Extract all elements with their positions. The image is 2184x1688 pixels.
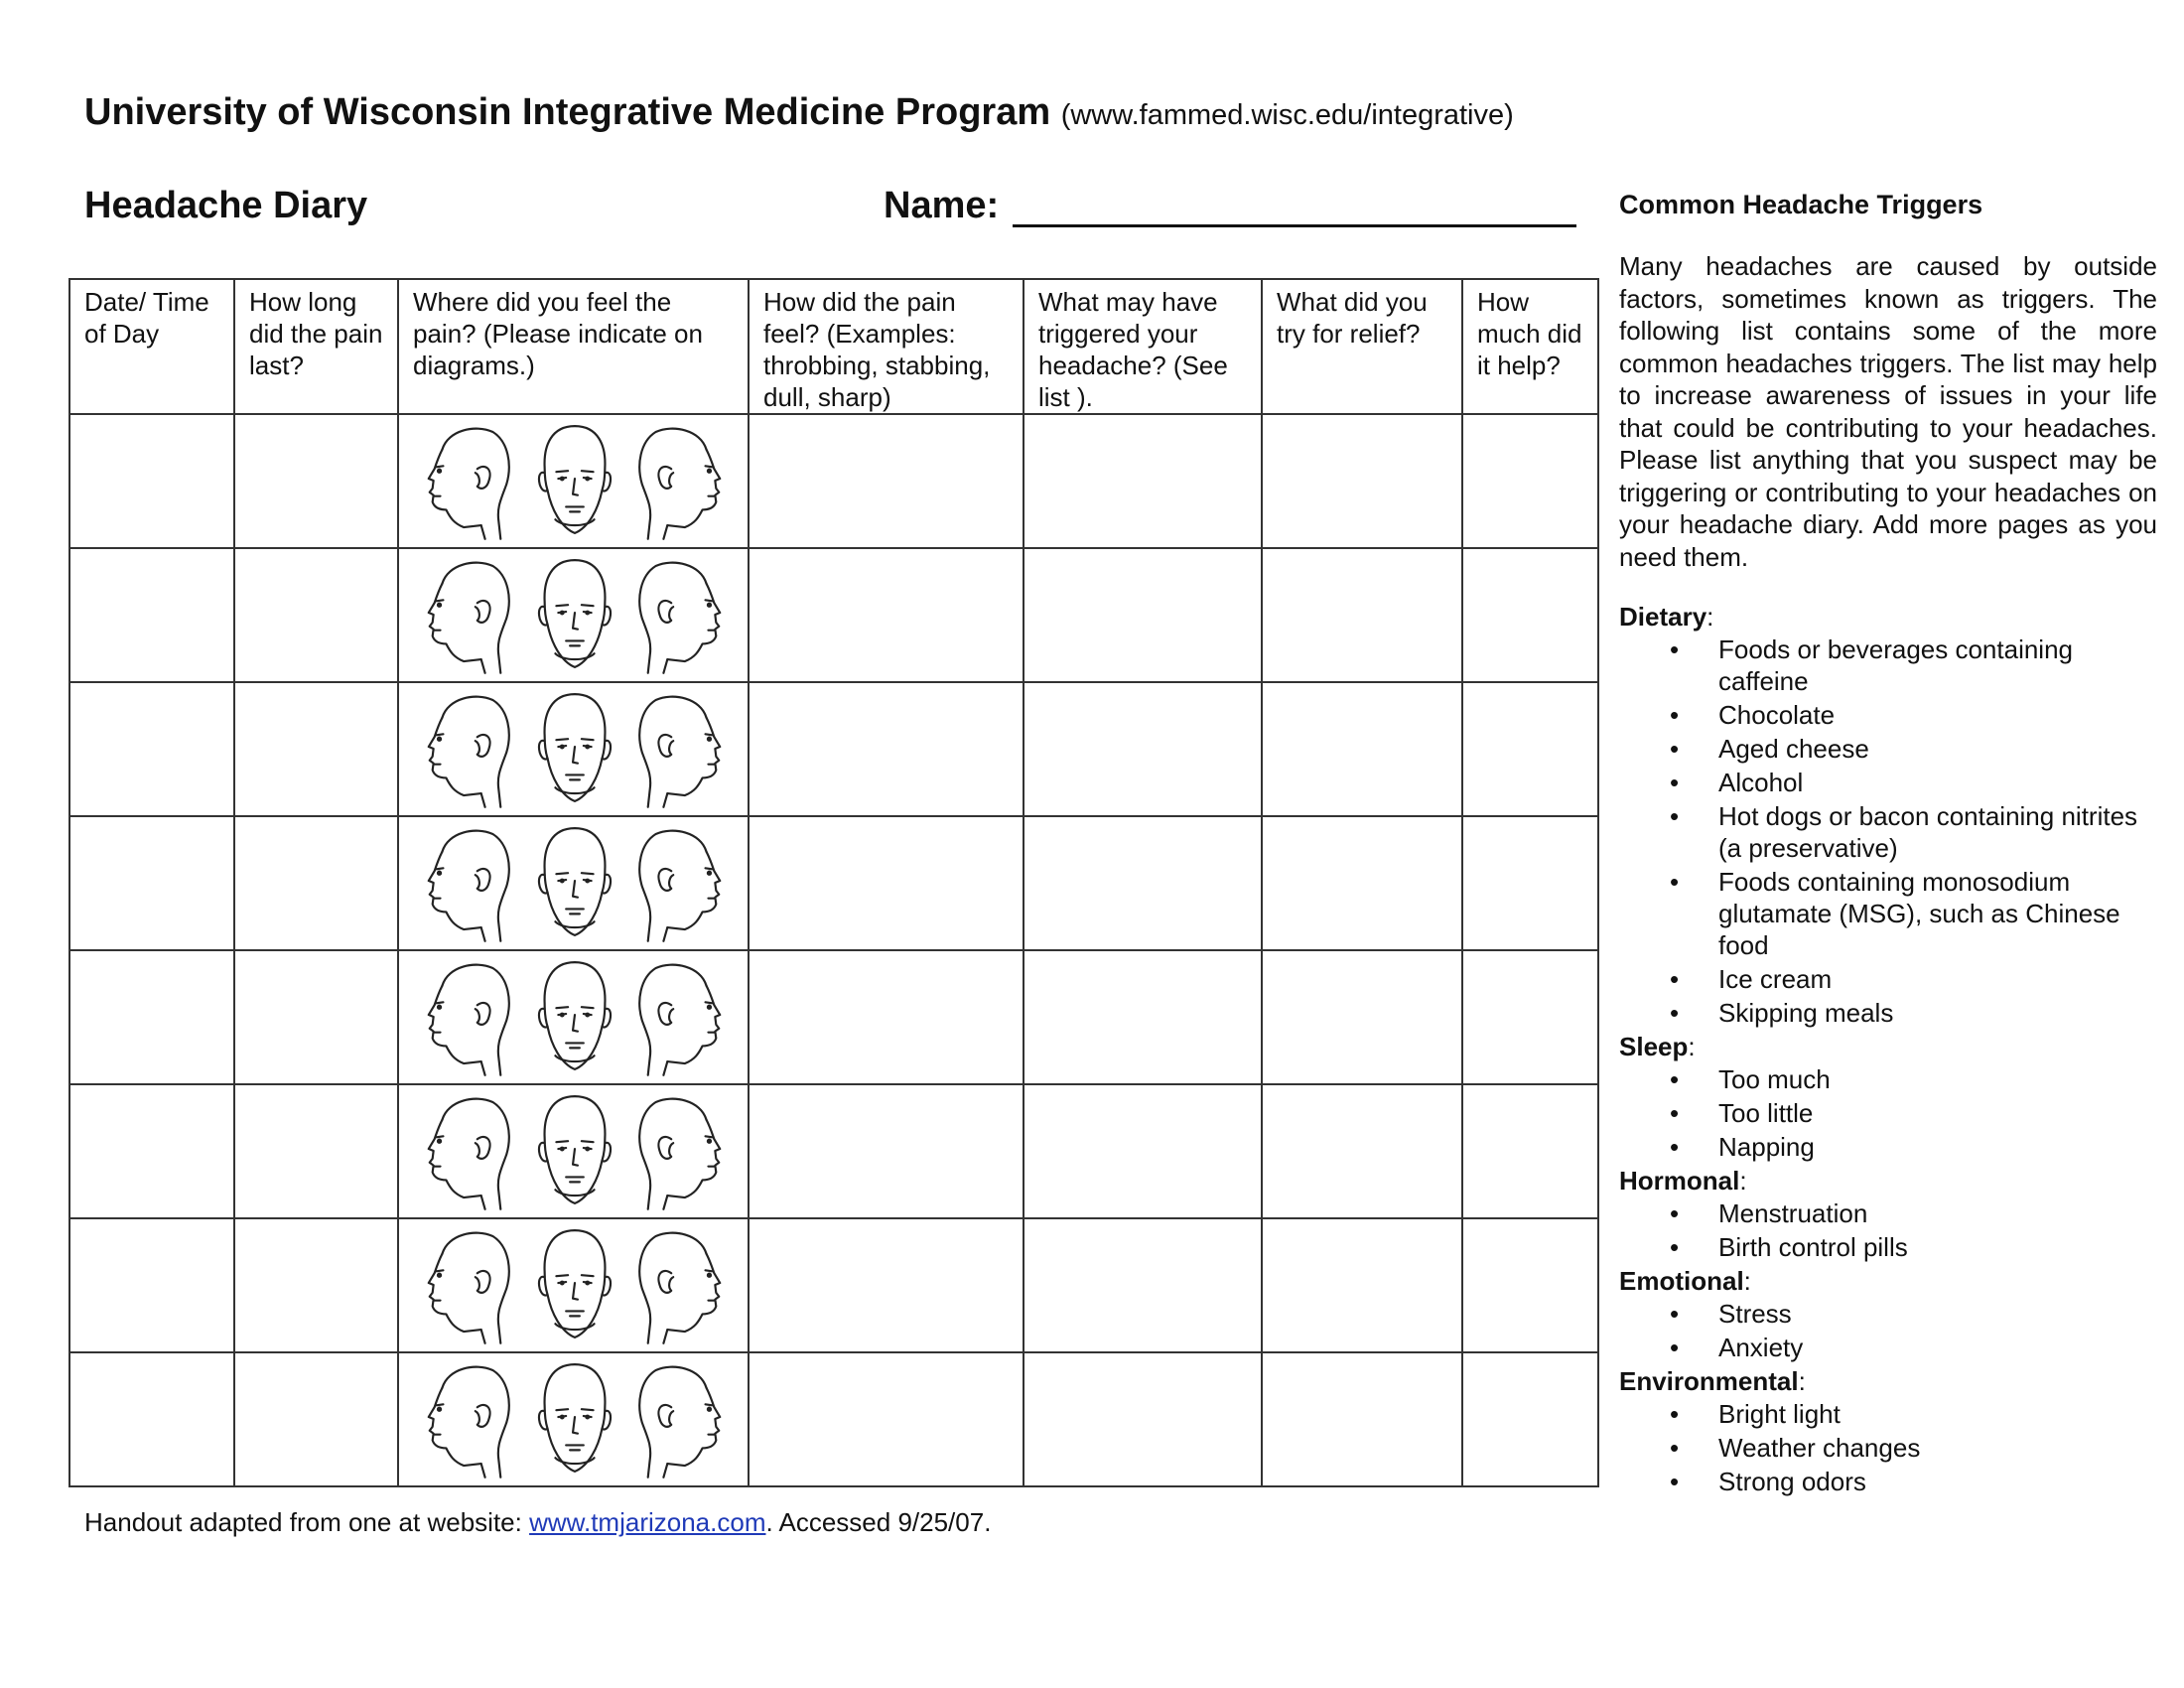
entry-cell[interactable]	[234, 414, 398, 548]
entry-cell[interactable]	[1462, 682, 1598, 816]
pain-location-cell[interactable]	[398, 816, 749, 950]
entry-cell[interactable]	[1024, 548, 1262, 682]
entry-cell[interactable]	[1262, 1084, 1462, 1218]
entry-cell[interactable]	[1262, 682, 1462, 816]
triggers-panel	[1619, 189, 2157, 1499]
trigger-category-name: Environmental	[1619, 1366, 1799, 1396]
list-item: • Chocolate	[1619, 699, 2157, 731]
list-item: • Stress	[1619, 1298, 2157, 1330]
pain-location-cell[interactable]	[398, 1084, 749, 1218]
entry-cell[interactable]	[749, 950, 1024, 1084]
column-header: How did the pain feel? (Examples: throbbing, stabbing, dull, sharp)	[749, 279, 1024, 414]
table-row	[69, 682, 1598, 816]
entry-cell[interactable]	[1024, 1352, 1262, 1486]
head-front-icon[interactable]	[526, 419, 623, 547]
head-diagrams	[399, 1353, 748, 1485]
head-left-profile-icon[interactable]	[417, 1089, 514, 1217]
list-item: • Foods or beverages containing caffeine	[1619, 633, 2157, 697]
footer-note	[84, 1507, 991, 1538]
head-diagrams	[399, 683, 748, 815]
head-left-profile-icon[interactable]	[417, 955, 514, 1083]
list-item: • Foods containing monosodium glutamate (MSG), such as Chinese food	[1619, 866, 2157, 961]
pain-location-cell[interactable]	[398, 950, 749, 1084]
head-front-icon[interactable]	[526, 1357, 623, 1485]
entry-cell[interactable]	[1024, 414, 1262, 548]
head-left-profile-icon[interactable]	[417, 419, 514, 547]
list-item: • Strong odors	[1619, 1466, 2157, 1497]
entry-cell[interactable]	[749, 1084, 1024, 1218]
entry-cell[interactable]	[1462, 1084, 1598, 1218]
list-item: • Anxiety	[1619, 1332, 2157, 1363]
entry-cell[interactable]	[1024, 682, 1262, 816]
table-row	[69, 1352, 1598, 1486]
entry-cell[interactable]	[234, 1218, 398, 1352]
trigger-category-name: Sleep	[1619, 1032, 1689, 1061]
trigger-list	[1619, 1298, 2157, 1363]
entry-cell[interactable]	[69, 950, 234, 1084]
entry-cell[interactable]	[1262, 1218, 1462, 1352]
pain-location-cell[interactable]	[398, 682, 749, 816]
trigger-category: Emotional:	[1619, 1266, 1751, 1296]
head-front-icon[interactable]	[526, 955, 623, 1083]
list-item: • Too little	[1619, 1097, 2157, 1129]
table-row	[69, 414, 1598, 548]
entry-cell[interactable]	[69, 816, 234, 950]
entry-cell[interactable]	[749, 1352, 1024, 1486]
entry-cell[interactable]	[69, 414, 234, 548]
diary-rows	[69, 414, 1598, 1486]
footer-suffix: . Accessed 9/25/07.	[765, 1507, 992, 1537]
head-diagrams	[399, 415, 748, 547]
list-item: • Skipping meals	[1619, 997, 2157, 1029]
head-right-profile-icon[interactable]	[634, 687, 732, 815]
head-right-profile-icon[interactable]	[634, 419, 732, 547]
head-front-icon[interactable]	[526, 1223, 623, 1351]
program-name: University of Wisconsin Integrative Medicine Program	[84, 91, 1051, 133]
entry-cell[interactable]	[234, 682, 398, 816]
head-right-profile-icon[interactable]	[634, 553, 732, 681]
entry-cell[interactable]	[69, 682, 234, 816]
trigger-category: Hormonal:	[1619, 1166, 1747, 1196]
entry-cell[interactable]	[1262, 816, 1462, 950]
trigger-list	[1619, 1197, 2157, 1263]
head-diagrams	[399, 1219, 748, 1351]
entry-cell[interactable]	[1024, 816, 1262, 950]
entry-cell[interactable]	[1024, 1084, 1262, 1218]
list-item: • Weather changes	[1619, 1432, 2157, 1464]
entry-cell[interactable]	[749, 548, 1024, 682]
column-header: Where did you feel the pain? (Please indicate on diagrams.)	[398, 279, 749, 414]
table-row	[69, 548, 1598, 682]
head-diagrams	[399, 1085, 748, 1217]
entry-cell[interactable]	[1262, 414, 1462, 548]
head-right-profile-icon[interactable]	[634, 1089, 732, 1217]
table-row	[69, 1218, 1598, 1352]
table-row	[69, 1084, 1598, 1218]
entry-cell[interactable]	[749, 816, 1024, 950]
entry-cell[interactable]	[1024, 1218, 1262, 1352]
pain-location-cell[interactable]	[398, 1218, 749, 1352]
head-diagrams	[399, 817, 748, 949]
list-item: • Aged cheese	[1619, 733, 2157, 765]
head-front-icon[interactable]	[526, 1089, 623, 1217]
list-item: • Alcohol	[1619, 767, 2157, 798]
trigger-list	[1619, 633, 2157, 1029]
table-header-row	[69, 279, 1598, 414]
list-item: • Napping	[1619, 1131, 2157, 1163]
entry-cell[interactable]	[234, 1084, 398, 1218]
entry-cell[interactable]	[1024, 950, 1262, 1084]
head-left-profile-icon[interactable]	[417, 553, 514, 681]
entry-cell[interactable]	[234, 1352, 398, 1486]
entry-cell[interactable]	[69, 1084, 234, 1218]
trigger-categories	[1619, 601, 2157, 1497]
head-diagrams	[399, 549, 748, 681]
entry-cell[interactable]	[69, 548, 234, 682]
entry-cell[interactable]	[69, 1352, 234, 1486]
head-right-profile-icon[interactable]	[634, 821, 732, 949]
head-left-profile-icon[interactable]	[417, 1357, 514, 1485]
column-header: How long did the pain last?	[234, 279, 398, 414]
list-item: • Ice cream	[1619, 963, 2157, 995]
trigger-list	[1619, 1063, 2157, 1163]
list-item: • Menstruation	[1619, 1197, 2157, 1229]
entry-cell[interactable]	[1262, 548, 1462, 682]
footer-prefix: Handout adapted from one at website:	[84, 1507, 530, 1537]
list-item: • Hot dogs or bacon containing nitrites (a preservative)	[1619, 800, 2157, 864]
entry-cell[interactable]	[234, 816, 398, 950]
trigger-category-name: Hormonal	[1619, 1166, 1740, 1196]
headache-diary-table	[68, 278, 1599, 1487]
trigger-category: Sleep:	[1619, 1032, 1696, 1061]
head-left-profile-icon[interactable]	[417, 687, 514, 815]
pain-location-cell[interactable]	[398, 548, 749, 682]
head-left-profile-icon[interactable]	[417, 1223, 514, 1351]
triggers-title: Common Headache Triggers	[1619, 190, 1983, 219]
entry-cell[interactable]	[234, 548, 398, 682]
entry-cell[interactable]	[234, 950, 398, 1084]
table-row	[69, 816, 1598, 950]
pain-location-cell[interactable]	[398, 1352, 749, 1486]
triggers-intro: Many headaches are caused by outside factors, sometimes known as triggers. The following list contains some of the more common headaches triggers. The list may help to increase awareness of issues in your life that could be contributing to your headaches. Please list anything that you suspect may be triggering or contributing to your headaches on your headache diary. Add more pages as you need them.	[1619, 251, 2157, 572]
head-front-icon[interactable]	[526, 821, 623, 949]
trigger-category: Dietary:	[1619, 602, 1714, 632]
column-header: What may have triggered your headache? (See list ).	[1024, 279, 1262, 414]
entry-cell[interactable]	[749, 414, 1024, 548]
entry-cell[interactable]	[1462, 816, 1598, 950]
entry-cell[interactable]	[69, 1218, 234, 1352]
name-label: Name:	[884, 185, 1000, 226]
source-link[interactable]: www.tmjarizona.com	[529, 1507, 766, 1537]
head-front-icon[interactable]	[526, 687, 623, 815]
trigger-category-name: Dietary	[1619, 602, 1707, 632]
diary-title: Headache Diary	[84, 185, 368, 226]
table-row	[69, 950, 1598, 1084]
entry-cell[interactable]	[1462, 548, 1598, 682]
list-item: • Birth control pills	[1619, 1231, 2157, 1263]
pain-location-cell[interactable]	[398, 414, 749, 548]
entry-cell[interactable]	[749, 682, 1024, 816]
program-url: (www.fammed.wisc.edu/integrative)	[1060, 99, 1514, 131]
entry-cell[interactable]	[1262, 1352, 1462, 1486]
entry-cell[interactable]	[1462, 414, 1598, 548]
name-field[interactable]	[1013, 224, 1576, 227]
list-item: • Bright light	[1619, 1398, 2157, 1430]
trigger-list	[1619, 1398, 2157, 1497]
entry-cell[interactable]	[1462, 1352, 1598, 1486]
page-title	[84, 91, 1514, 134]
head-right-profile-icon[interactable]	[634, 955, 732, 1083]
head-left-profile-icon[interactable]	[417, 821, 514, 949]
entry-cell[interactable]	[749, 1218, 1024, 1352]
column-header: How much did it help?	[1462, 279, 1598, 414]
head-diagrams	[399, 951, 748, 1083]
column-header: What did you try for relief?	[1262, 279, 1462, 414]
entry-cell[interactable]	[1462, 1218, 1598, 1352]
entry-cell[interactable]	[1262, 950, 1462, 1084]
head-right-profile-icon[interactable]	[634, 1357, 732, 1485]
head-front-icon[interactable]	[526, 553, 623, 681]
head-right-profile-icon[interactable]	[634, 1223, 732, 1351]
entry-cell[interactable]	[1462, 950, 1598, 1084]
list-item: • Too much	[1619, 1063, 2157, 1095]
trigger-category-name: Emotional	[1619, 1266, 1744, 1296]
trigger-category: Environmental:	[1619, 1366, 1806, 1396]
column-header: Date/ Time of Day	[69, 279, 234, 414]
